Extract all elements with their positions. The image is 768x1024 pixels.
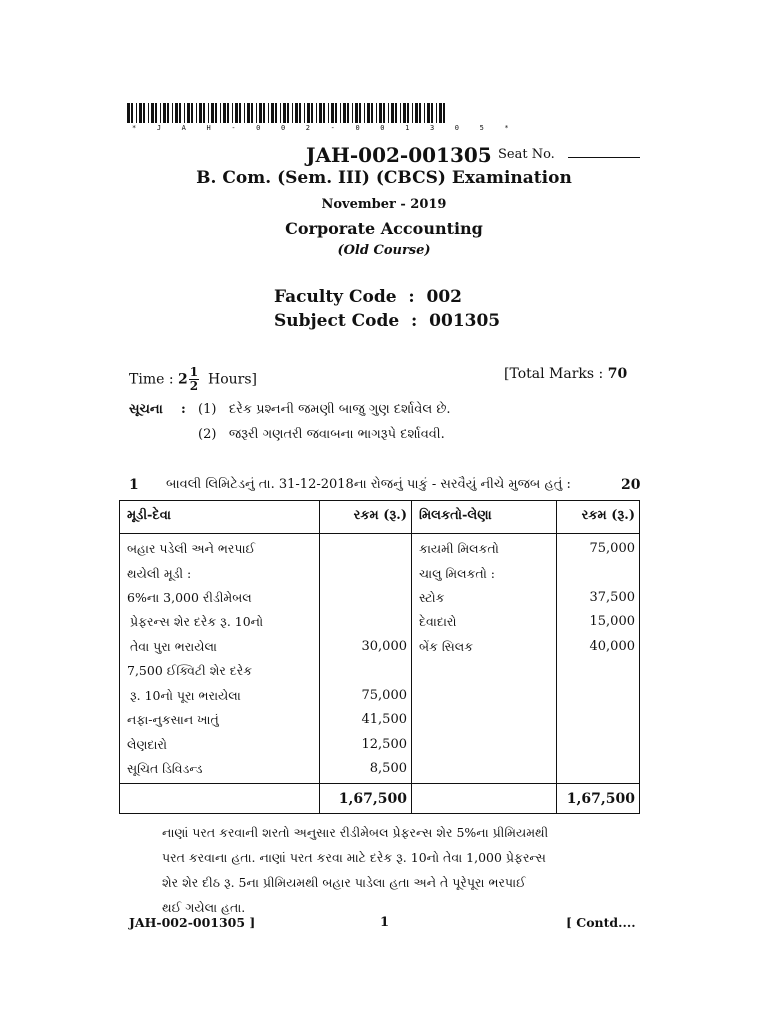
asset-amount: 15,000 bbox=[589, 614, 635, 629]
barcode-text: * J A H - 0 0 2 - 0 0 1 3 0 5 * bbox=[132, 124, 517, 132]
question-text: બાવલી લિમિટેડનું તા. 31-12-2018ના રોજનું પાકું - સરવૈયું નીચે મુજબ હતું : bbox=[166, 477, 571, 492]
note-line: થઈ ગયેલા હતા. bbox=[162, 900, 246, 915]
note-line: શેર શેર દીઠ રૂ. 5ના પ્રીમિયમથી બહાર પાડેલા હતા અને તે પૂરેપૂરા ભરપાઈ bbox=[162, 875, 526, 890]
question-note bbox=[162, 820, 642, 920]
asset-text: ચાલુ મિલકતો : bbox=[419, 566, 496, 581]
question-number: 1 bbox=[129, 477, 139, 493]
header-amount: રકમ (રૂ.) bbox=[353, 508, 407, 523]
exam-title: B. Com. (Sem. III) (CBCS) Examination bbox=[196, 168, 572, 188]
footer-paper-code: JAH-002-001305 ] bbox=[129, 915, 256, 930]
instruction-item: (2) જરૂરી ગણતરી જવાબના ભાગરૂપે દર્શાવવી. bbox=[198, 427, 445, 442]
total-marks-value: 70 bbox=[607, 366, 628, 382]
header-amount: રકમ (રૂ.) bbox=[581, 508, 635, 523]
seat-number-line bbox=[568, 157, 640, 158]
liability-amount: 8,500 bbox=[369, 761, 407, 776]
liability-text: બહાર પડેલી અને ભરપાઈ bbox=[127, 541, 256, 556]
page-number: 1 bbox=[380, 915, 390, 930]
liability-text: થયેલી મૂડી : bbox=[127, 566, 192, 581]
liability-amount: 41,500 bbox=[361, 712, 407, 727]
note-line: પરત કરવાના હતા. નાણાં પરત કરવા માટે દરેક રૂ. 10નો તેવા 1,000 પ્રેફરન્સ bbox=[162, 850, 546, 865]
header-liabilities: મૂડી-દેવા bbox=[127, 508, 171, 523]
asset-text: કાયમી મિલકતો bbox=[419, 541, 499, 556]
liability-text: તેવા પુરા ભરાયેલા bbox=[130, 639, 217, 654]
time-whole: 2 bbox=[178, 371, 188, 388]
liability-text: નફા-નુકસાન ખાતું bbox=[127, 712, 219, 727]
liability-text: સૂચિત ડિવિડન્ડ bbox=[127, 761, 203, 776]
subject-code-value: 001305 bbox=[429, 311, 501, 331]
total-marks bbox=[504, 366, 627, 382]
faculty-code-label: Faculty Code bbox=[274, 287, 397, 307]
liability-amount: 30,000 bbox=[361, 639, 407, 654]
time-fraction: $\frac{1}{2}$ bbox=[189, 365, 199, 393]
liability-text: લેણદારો bbox=[127, 737, 167, 752]
instruction-item: (1) દરેક પ્રશ્નની જમણી બાજુ ગુણ દર્શાવેલ છે. bbox=[198, 402, 451, 417]
codes-block bbox=[274, 285, 500, 333]
seat-number-label: Seat No. bbox=[498, 147, 555, 162]
asset-text: બેંક સિલક bbox=[419, 639, 474, 654]
asset-amount: 37,500 bbox=[589, 590, 635, 605]
time-allowed bbox=[129, 366, 257, 393]
exam-month: November - 2019 bbox=[321, 197, 447, 212]
liability-text: 7,500 ઈક્વિટી શેર દરેક bbox=[127, 663, 253, 678]
total-marks-label: [Total Marks : bbox=[504, 366, 604, 382]
subject-title: Corporate Accounting bbox=[285, 219, 483, 238]
liability-text: 6%ના 3,000 રીડીમેબલ bbox=[127, 590, 252, 605]
faculty-code-value: 002 bbox=[426, 287, 463, 307]
asset-amount: 75,000 bbox=[589, 541, 635, 556]
time-label: Time : bbox=[129, 371, 174, 388]
liability-text: રૂ. 10નો પૂરા ભરાયેલા bbox=[130, 688, 241, 703]
balance-sheet-table bbox=[119, 500, 640, 814]
liability-amount: 75,000 bbox=[361, 688, 407, 703]
liability-text: પ્રેફરન્સ શેર દરેક રૂ. 10નો bbox=[130, 614, 264, 629]
liability-amount: 12,500 bbox=[361, 737, 407, 752]
paper-code: JAH-002-001305 bbox=[306, 143, 492, 167]
time-unit: Hours] bbox=[208, 371, 258, 388]
instructions-label: સૂચના bbox=[129, 402, 163, 417]
faculty-code-row: Faculty Code : 002 bbox=[274, 287, 463, 307]
header-assets: મિલકતો-લેણા bbox=[419, 508, 492, 523]
continued-label: [ Contd.... bbox=[566, 915, 636, 930]
total-liabilities: 1,67,500 bbox=[338, 791, 407, 807]
asset-text: દેવાદારો bbox=[419, 614, 457, 629]
question-marks: 20 bbox=[621, 477, 641, 493]
note-line: નાણાં પરત કરવાની શરતો અનુસાર રીડીમેબલ પ્રેફરન્સ શેર 5%ના પ્રીમિયમથી bbox=[162, 825, 549, 840]
total-assets: 1,67,500 bbox=[566, 791, 635, 807]
subject-code-row: Subject Code : 001305 bbox=[274, 311, 501, 331]
barcode bbox=[127, 103, 447, 123]
subject-code-label: Subject Code bbox=[274, 311, 400, 331]
course-type: (Old Course) bbox=[337, 243, 431, 258]
asset-amount: 40,000 bbox=[589, 639, 635, 654]
asset-text: સ્ટોક bbox=[419, 590, 445, 605]
